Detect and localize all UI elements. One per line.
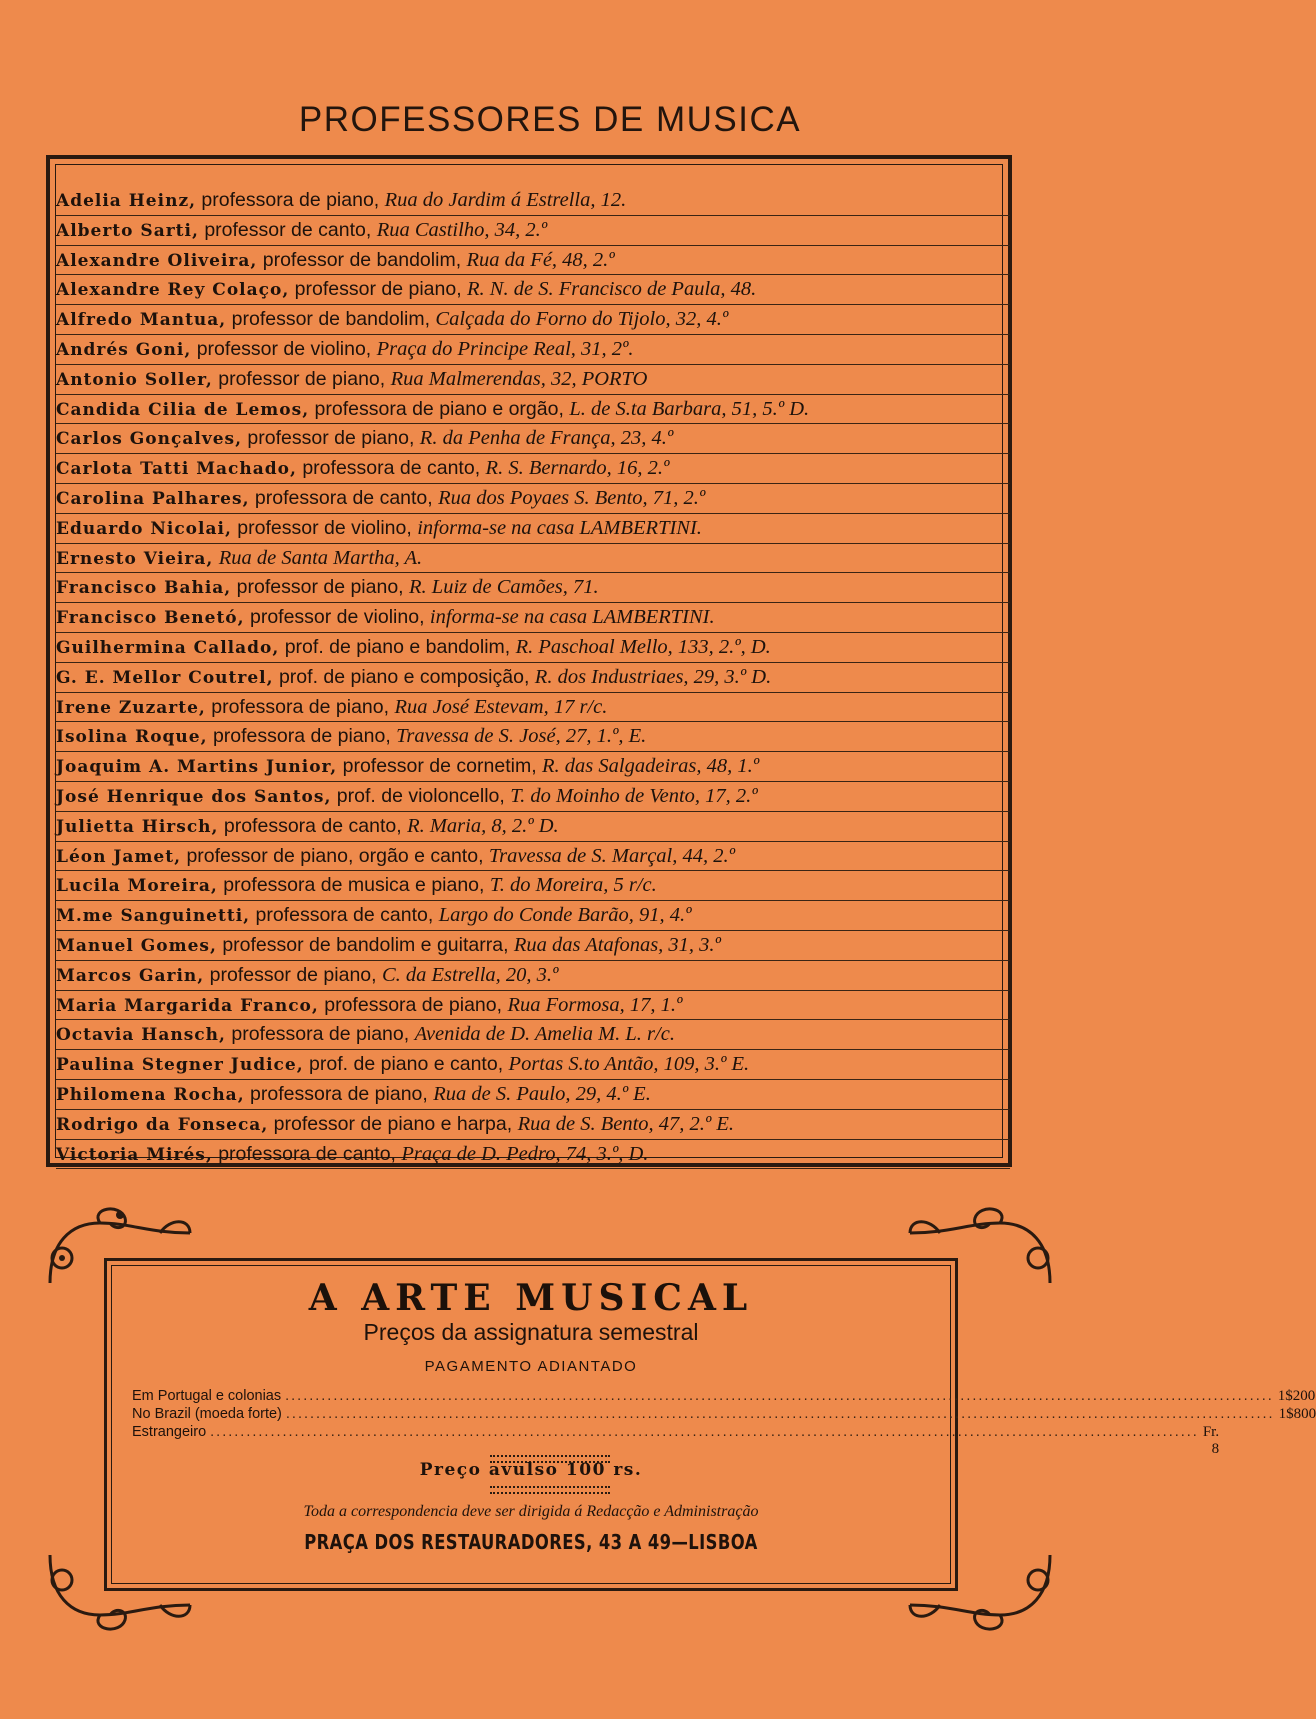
entry-role: professor de piano, orgão e canto, — [181, 844, 489, 867]
leader-dots: .................................................................................................................................................................... — [210, 1424, 1199, 1440]
entry-role: professor de piano, — [204, 963, 382, 986]
entry-address: Portas S.to Antão, 109, 3.º E. — [508, 1053, 750, 1076]
price-row — [132, 1424, 1220, 1457]
entry-name: Philomena Rocha, — [56, 1084, 245, 1105]
entry-address: Rua do Jardim á Estrella, 12. — [384, 189, 627, 211]
price-value: 1$200 — [1277, 1388, 1316, 1404]
entry-role: professor de bandolim, — [226, 308, 436, 331]
entry-name: Paulina Stegner Judice, — [56, 1055, 304, 1076]
ad-address: PRAÇA DOS RESTAURADORES, 43 A 49—LISBOA — [304, 1530, 758, 1554]
directory-entry — [56, 842, 1010, 872]
entry-name: Francisco Benetó, — [56, 608, 245, 629]
ad-payment-note: PAGAMENTO ADIANTADO — [424, 1358, 638, 1375]
entry-name: José Henrique dos Santos, — [56, 786, 332, 807]
entry-name: Carolina Palhares, — [56, 488, 250, 509]
entry-address: Travessa de S. José, 27, 1.º, E. — [396, 725, 647, 748]
entry-name: Antonio Soller, — [56, 369, 213, 390]
entry-address: Travessa de S. Marçal, 44, 2.º — [488, 844, 735, 867]
entry-name: Irene Zuzarte, — [56, 697, 206, 718]
entry-role: professora de piano, — [196, 189, 385, 211]
entry-address: Rua das Atafonas, 31, 3.º — [513, 933, 721, 956]
directory-entry — [56, 633, 1010, 663]
entry-address: Rua Castilho, 34, 2.º — [376, 218, 548, 241]
entry-name: Alfredo Mantua, — [56, 310, 227, 331]
directory-entry — [56, 544, 1010, 574]
price-value: Fr. 8 — [1202, 1424, 1220, 1457]
entry-role: prof. de piano e canto, — [303, 1053, 509, 1076]
directory-entry — [56, 693, 1010, 723]
entry-role: professor de piano, — [212, 367, 391, 390]
entry-address: R. Maria, 8, 2.º D. — [407, 814, 559, 837]
entry-name: Julietta Hirsch, — [56, 816, 219, 837]
entry-role: professora de piano, — [318, 993, 508, 1016]
entry-name: Victoria Mirés, — [56, 1144, 213, 1165]
directory-entry — [56, 901, 1010, 931]
entry-role: professor de violino, — [231, 516, 418, 539]
entry-role: professora de piano, — [205, 695, 395, 718]
entry-name: Ernesto Vieira, — [56, 548, 214, 569]
entry-role: professora de canto, — [212, 1142, 402, 1165]
directory-entry — [56, 514, 1010, 544]
entry-address: R. dos Industriaes, 29, 3.º D. — [534, 665, 772, 688]
entry-name: Carlota Tatti Machado, — [56, 459, 297, 480]
directory-entry — [56, 663, 1010, 693]
directory-entry — [56, 603, 1010, 633]
entry-name: Maria Margarida Franco, — [56, 995, 319, 1016]
decorative-rule — [490, 1486, 610, 1494]
entry-name: Rodrigo da Fonseca, — [56, 1114, 269, 1135]
directory-entry — [56, 1020, 1010, 1050]
entry-role: professor de bandolim e guitarra, — [216, 933, 514, 956]
entry-address: Rua de S. Paulo, 29, 4.º E. — [433, 1082, 651, 1105]
entry-address: T. do Moreira, 5 r/c. — [489, 874, 657, 897]
entry-address: R. N. de S. Francisco de Paula, 48. — [467, 278, 757, 301]
directory-entry — [56, 752, 1010, 782]
entry-name: Carlos Gonçalves, — [56, 429, 243, 450]
directory-entry — [56, 1140, 1010, 1170]
entry-address: R. das Salgadeiras, 48, 1.º — [542, 755, 760, 778]
directory-entry — [56, 275, 1010, 305]
entry-role: professor de cornetim, — [337, 755, 543, 778]
entry-name: Joaquim A. Martins Junior, — [56, 757, 338, 778]
entry-role: professora de piano e orgão, — [309, 397, 570, 420]
entry-address: Calçada do Forno do Tijolo, 32, 4.º — [435, 308, 729, 331]
entry-role: professora de musica e piano, — [217, 874, 490, 897]
price-row — [132, 1388, 1316, 1406]
price-label: Estrangeiro — [132, 1424, 207, 1440]
price-label: Em Portugal e colonias — [132, 1388, 282, 1404]
entry-role: professora de piano, — [207, 725, 397, 748]
single-issue-price: Preço avulso 100 rs. — [419, 1460, 643, 1480]
entry-address: Rua da Fé, 48, 2.º — [466, 248, 615, 271]
directory-entry — [56, 424, 1010, 454]
entry-address: T. do Moinho de Vento, 17, 2.º — [510, 784, 758, 807]
entry-address: R. Paschoal Mello, 133, 2.º, D. — [515, 635, 771, 658]
entry-role: professor de violino, — [244, 606, 430, 629]
entry-role: professor de piano e harpa, — [268, 1112, 518, 1135]
entry-name: Guilhermina Callado, — [56, 637, 280, 658]
entry-address: informa-se na casa LAMBERTINI. — [417, 516, 702, 539]
entry-address: Rua Formosa, 17, 1.º — [507, 993, 683, 1016]
price-value: 1$800 — [1278, 1406, 1316, 1422]
entry-address: Rua dos Poyaes S. Bento, 71, 2.º — [438, 486, 706, 509]
entry-role: professora de canto, — [218, 814, 408, 837]
entry-name: Alexandre Rey Colaço, — [56, 280, 290, 301]
entry-name: Andrés Goni, — [56, 339, 192, 360]
entry-address: R. da Penha de França, 23, 4.º — [419, 427, 674, 450]
entry-address: Avenida de D. Amelia M. L. r/c. — [414, 1023, 675, 1046]
entry-address: Rua José Estevam, 17 r/c. — [394, 695, 608, 718]
directory-list — [56, 186, 1010, 1169]
entry-role: prof. de piano e composição, — [273, 665, 535, 688]
ad-title: A ARTE MUSICAL — [308, 1277, 754, 1319]
directory-entry — [56, 305, 1010, 335]
directory-entry — [56, 573, 1010, 603]
entry-address: Rua Malmerendas, 32, PORTO — [390, 367, 648, 390]
entry-address: R. S. Bernardo, 16, 2.º — [485, 457, 670, 480]
entry-name: Candida Cilia de Lemos, — [56, 399, 310, 420]
directory-entry — [56, 1050, 1010, 1080]
entry-name: Francisco Bahia, — [56, 578, 232, 599]
directory-entry — [56, 812, 1010, 842]
directory-entry — [56, 961, 1010, 991]
entry-role: professor de piano, — [231, 576, 410, 599]
entry-name: Adelia Heinz, — [56, 191, 197, 211]
directory-entry — [56, 484, 1010, 514]
entry-role: professora de piano, — [225, 1023, 415, 1046]
leader-dots: .................................................................................................................................................................... — [285, 1388, 1274, 1404]
price-row — [132, 1406, 1316, 1424]
ad-subtitle: Preços da assignatura semestral — [363, 1319, 699, 1345]
entry-role: prof. de piano e bandolim, — [279, 635, 516, 658]
directory-entry — [56, 722, 1010, 752]
entry-address: Largo do Conde Barão, 91, 4.º — [438, 904, 692, 927]
entry-role: professora de canto, — [250, 904, 439, 927]
leader-dots: .................................................................................................................................................................... — [285, 1406, 1275, 1422]
entry-address: Rua de S. Bento, 47, 2.º E. — [517, 1112, 735, 1135]
entry-name: Lucila Moreira, — [56, 876, 218, 897]
page-title: PROFESSORES DE MUSICA — [298, 100, 802, 139]
directory-entry — [56, 186, 1010, 216]
entry-address: Praça do Principe Real, 31, 2º. — [376, 337, 634, 360]
directory-entry — [56, 246, 1010, 276]
entry-address: C. da Estrella, 20, 3.º — [381, 963, 559, 986]
entry-address: L. de S.ta Barbara, 51, 5.º D. — [569, 397, 810, 420]
price-list — [132, 1388, 1316, 1457]
entry-role: professor de canto, — [198, 218, 377, 241]
entry-address: R. Luiz de Camões, 71. — [409, 576, 599, 599]
entry-name: Léon Jamet, — [56, 846, 182, 867]
entry-name: G. E. Mellor Coutrel, — [56, 667, 274, 688]
entry-role: professor de violino, — [191, 337, 377, 360]
entry-name: Manuel Gomes, — [56, 935, 217, 956]
entry-name: Alexandre Oliveira, — [56, 250, 258, 271]
price-label: No Brazil (moeda forte) — [132, 1406, 282, 1422]
entry-address: Rua de Santa Martha, A. — [218, 546, 423, 569]
directory-entry — [56, 1110, 1010, 1140]
entry-name: Alberto Sarti, — [56, 220, 199, 241]
entry-address: informa-se na casa LAMBERTINI. — [429, 606, 715, 629]
entry-name: Isolina Roque, — [56, 727, 208, 748]
directory-entry — [56, 871, 1010, 901]
entry-address: Praça de D. Pedro, 74, 3.º, D. — [401, 1142, 649, 1165]
entry-role: professora de piano, — [244, 1082, 434, 1105]
directory-entry — [56, 991, 1010, 1021]
entry-role: professor de piano, — [289, 278, 468, 301]
entry-role: professora de canto, — [296, 457, 486, 480]
entry-role: professora de canto, — [249, 486, 439, 509]
directory-entry — [56, 782, 1010, 812]
entry-role: prof. de violoncello, — [331, 784, 511, 807]
directory-entry — [56, 454, 1010, 484]
correspondence-note: Toda a correspondencia deve ser dirigida á Redacção e Administração — [303, 1503, 759, 1520]
entry-role: professor de piano, — [242, 427, 420, 450]
directory-entry — [56, 931, 1010, 961]
directory-entry — [56, 395, 1010, 425]
entry-role: professor de bandolim, — [257, 248, 467, 271]
entry-name: Octavia Hansch, — [56, 1025, 226, 1046]
entry-name: M.me Sanguinetti, — [56, 906, 251, 927]
entry-name: Marcos Garin, — [56, 965, 205, 986]
entry-name: Eduardo Nicolai, — [56, 518, 232, 539]
directory-entry — [56, 335, 1010, 365]
directory-entry — [56, 216, 1010, 246]
directory-entry — [56, 365, 1010, 395]
directory-entry — [56, 1080, 1010, 1110]
